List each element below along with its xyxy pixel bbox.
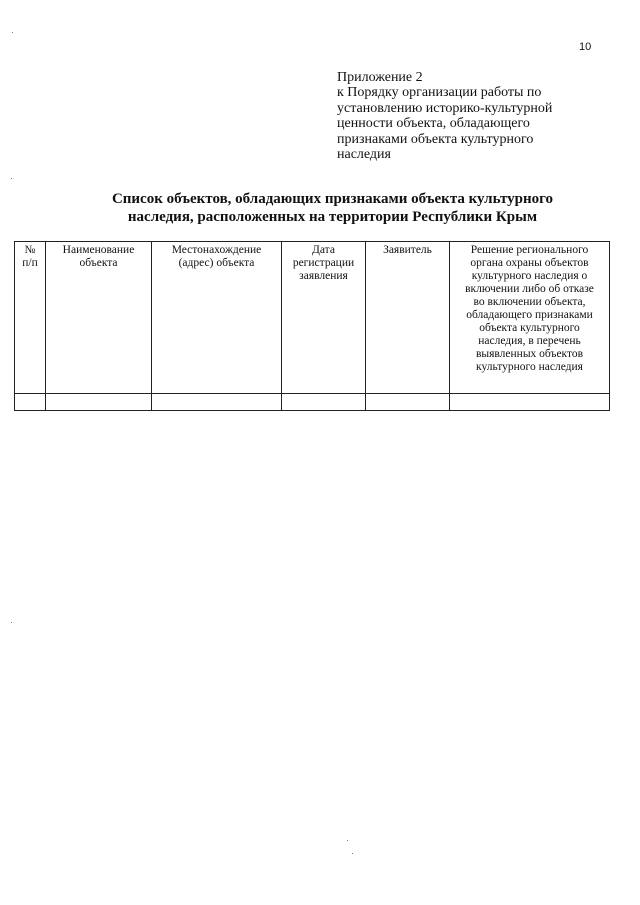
header-number <box>15 242 46 394</box>
appendix-note <box>337 70 607 162</box>
table-cell <box>282 394 366 411</box>
objects-table <box>14 241 610 411</box>
header-text-line: включении либо об отказе <box>465 283 594 295</box>
header-text-line: заявления <box>299 270 348 282</box>
header-decision <box>450 242 610 394</box>
table-header-row <box>15 242 610 394</box>
header-object-name <box>46 242 152 394</box>
table-cell <box>450 394 610 411</box>
header-text-line: Заявитель <box>383 244 432 256</box>
table-row <box>15 394 610 411</box>
title-line: наследия, расположенных на территории Республики Крым <box>127 209 538 225</box>
header-applicant <box>366 242 450 394</box>
header-location <box>152 242 282 394</box>
appendix-line: наследия <box>337 147 391 163</box>
header-text-line: выявленных объектов <box>475 348 584 360</box>
title-line: Список объектов, обладающих признаками объекта культурного <box>111 191 554 207</box>
table-cell <box>366 394 450 411</box>
appendix-line: ценности объекта, обладающего <box>337 116 530 132</box>
header-text-line: регистрации <box>292 257 355 269</box>
table-cell <box>15 394 46 411</box>
header-text-line: объекта <box>79 257 118 269</box>
scan-speck <box>11 622 12 623</box>
header-text-line: культурного наследия о <box>471 270 588 282</box>
scan-speck <box>12 32 13 33</box>
header-text-line: объекта культурного <box>479 322 580 334</box>
header-text-line: Наименование <box>62 244 135 256</box>
scan-speck <box>11 178 12 179</box>
page-number: 10 <box>579 41 592 53</box>
header-registration-date <box>282 242 366 394</box>
header-text-line: Решение регионального <box>470 244 589 256</box>
header-text-line: (адрес) объекта <box>178 257 255 269</box>
table-cell <box>46 394 152 411</box>
appendix-line: признаками объекта культурного <box>337 131 534 147</box>
header-text-line: Дата <box>312 244 335 256</box>
appendix-line: к Порядку организации работы по <box>337 85 542 101</box>
header-text-line: Местонахождение <box>171 244 262 256</box>
appendix-line: Приложение 2 <box>337 70 423 85</box>
header-text-line: п/п <box>22 257 38 269</box>
appendix-line: установлению историко-культурной <box>337 100 553 116</box>
header-text-line: № <box>24 244 36 256</box>
header-text-line: органа охраны объектов <box>470 257 589 269</box>
table-cell <box>152 394 282 411</box>
header-text-line: культурного наследия <box>476 361 583 373</box>
scan-speck <box>347 840 348 841</box>
header-text-line: наследия, в перечень <box>478 335 581 347</box>
header-text-line: во включении объекта, <box>473 296 586 308</box>
header-text-line: обладающего признаками <box>466 309 593 321</box>
scan-speck <box>352 853 353 854</box>
document-title <box>60 190 605 226</box>
